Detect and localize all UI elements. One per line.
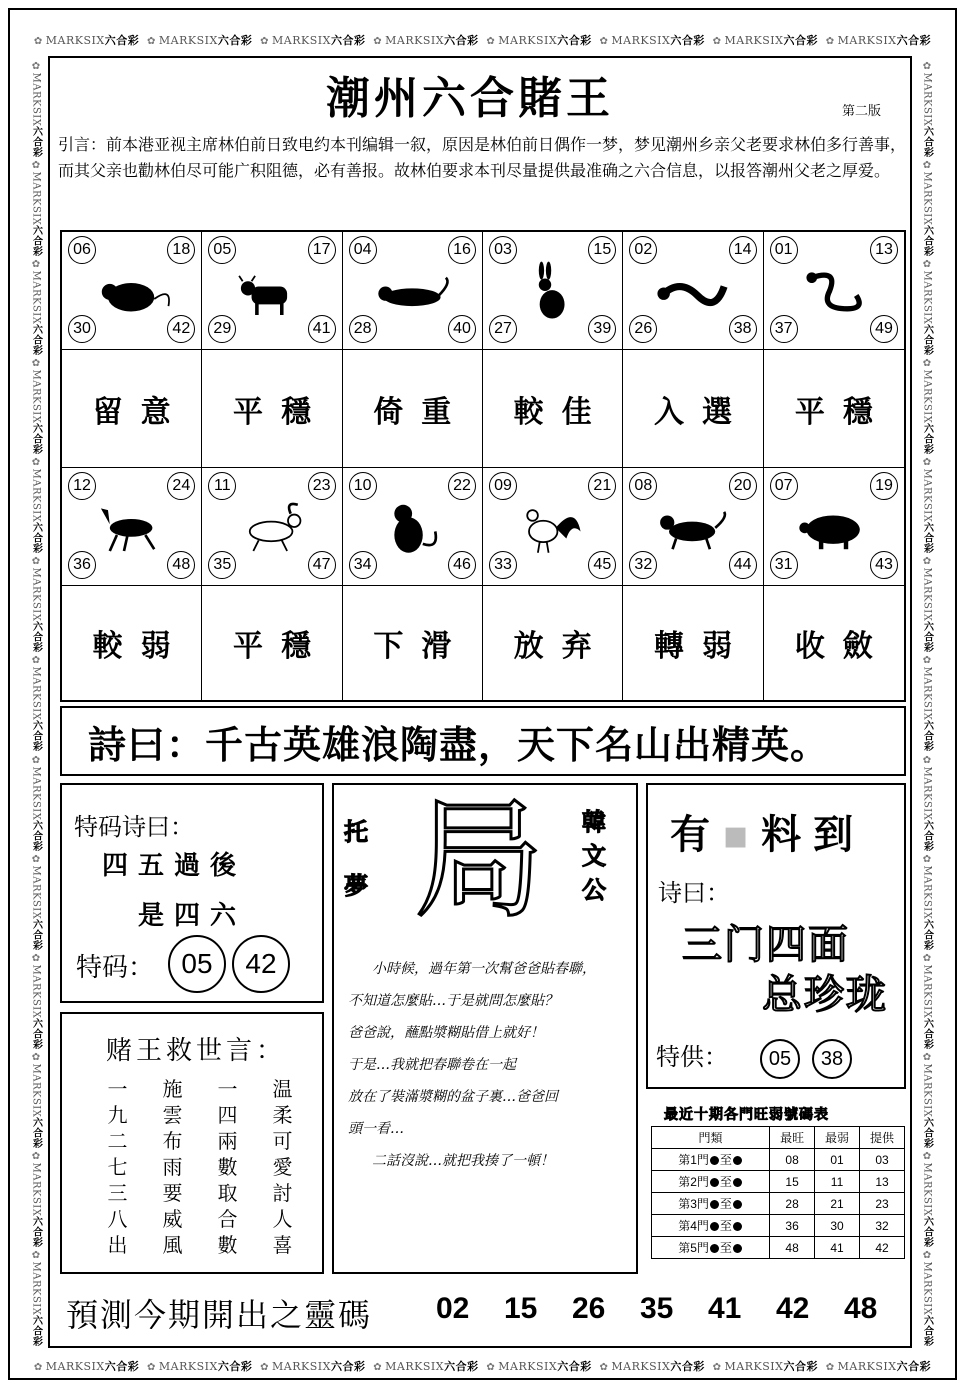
prediction-number: 15 <box>504 1292 538 1325</box>
flower-icon: ✿ <box>30 259 42 271</box>
verse-char: 四 <box>217 1103 238 1127</box>
verse-char: 風 <box>162 1233 183 1257</box>
watermark: ✿MARKSIX六合彩 <box>921 556 933 654</box>
zodiac-number: 41 <box>308 315 336 343</box>
zodiac-number: 11 <box>208 472 236 500</box>
zodiac-number: 38 <box>729 315 757 343</box>
flower-icon: ✿ <box>599 36 609 47</box>
zodiac-number: 44 <box>729 551 757 579</box>
dragon-icon <box>653 256 733 326</box>
flower-icon: ✿ <box>30 1051 42 1064</box>
dog-icon <box>653 492 733 562</box>
watermark: ✿ MARKSIX六合彩 <box>373 1360 479 1373</box>
poem-bar: 詩曰：千古英雄浪陶盡，天下名山出精英。 <box>60 706 906 776</box>
zodiac-number: 29 <box>208 315 236 343</box>
flower-icon: ✿ <box>921 853 933 866</box>
verse-char: 討 <box>272 1181 293 1205</box>
watermark: ✿MARKSIX六合彩 <box>30 1051 42 1149</box>
flower-icon: ✿ <box>921 754 933 767</box>
stats-value: 28 <box>770 1193 815 1215</box>
prediction-number: 42 <box>776 1292 810 1325</box>
ball-icon <box>710 1200 719 1209</box>
verse-char: 温 <box>272 1077 293 1101</box>
tema-line1: 四五過後 <box>102 851 247 881</box>
zodiac-number: 42 <box>167 315 195 343</box>
story-box <box>332 783 638 1274</box>
fortune-cell: 平穩 <box>764 350 904 468</box>
hanwengong-label <box>582 805 606 907</box>
flower-icon: ✿ <box>33 1362 43 1373</box>
zodiac-number: 34 <box>349 551 377 579</box>
prediction-number: 35 <box>640 1292 674 1325</box>
verse-char: 喜 <box>272 1233 293 1257</box>
fortune-cell: 倚重 <box>343 350 483 468</box>
tema-box <box>60 783 324 1003</box>
ball-icon <box>710 1156 719 1165</box>
flower-icon: ✿ <box>30 457 42 469</box>
ball-icon <box>733 1156 742 1165</box>
flower-icon: ✿ <box>486 36 496 47</box>
flower-icon: ✿ <box>921 556 933 568</box>
watermark: ✿MARKSIX六合彩 <box>921 259 933 357</box>
ball-icon <box>733 1200 742 1209</box>
watermark: ✿ MARKSIX六合彩 <box>147 1360 253 1373</box>
phrase-one: 三门四面 <box>682 922 850 968</box>
ball-icon <box>710 1244 719 1253</box>
story-line: 小時候，過年第一次幫爸爸貼春聯， <box>372 961 596 977</box>
zodiac-number: 18 <box>167 236 195 264</box>
watermark: ✿MARKSIX六合彩 <box>30 160 42 258</box>
zodiac-number: 04 <box>349 236 377 264</box>
pig-icon <box>794 492 874 562</box>
zodiac-cell <box>62 468 202 586</box>
table-row <box>652 1149 905 1171</box>
stats-value: 23 <box>860 1193 905 1215</box>
intro-text: 引言：前本港亚视主席林伯前日致电约本刊编辑一叙，原因是林伯前日偶作一梦，梦见潮州乡亲父老要求林伯多行善事，而其父亲也勸林伯尽可能广积阻德，必有善报。故林伯要求本刊尽量提供最准确之六合信息，以报答潮州父老之厚爱。 <box>58 135 907 180</box>
prediction-numbers <box>436 1292 912 1326</box>
flower-icon: ✿ <box>712 36 722 47</box>
tuomeng-char: 夢 <box>344 872 368 900</box>
watermark: ✿MARKSIX六合彩 <box>921 160 933 258</box>
zodiac-number: 26 <box>629 315 657 343</box>
story-line: 不知道怎麼貼…于是就問怎麼貼？ <box>348 993 558 1009</box>
watermark: ✿MARKSIX六合彩 <box>30 61 42 158</box>
tuomeng-label <box>344 805 368 913</box>
watermark: ✿MARKSIX六合彩 <box>921 61 933 158</box>
stats-value: 30 <box>815 1215 860 1237</box>
verse-char: 可 <box>272 1129 293 1153</box>
zodiac-number: 22 <box>448 472 476 500</box>
edition-label: 第二版 <box>842 104 882 119</box>
zodiac-number: 01 <box>770 236 798 264</box>
verse-char: 愛 <box>272 1155 293 1179</box>
verse-char: 施 <box>162 1077 183 1101</box>
verse-char: 九 <box>107 1103 128 1127</box>
stats-header: 最弱 <box>815 1127 860 1149</box>
flower-icon: ✿ <box>30 952 42 965</box>
stats-value: 03 <box>860 1149 905 1171</box>
stats-value: 32 <box>860 1215 905 1237</box>
zodiac-number: 20 <box>729 472 757 500</box>
flower-icon: ✿ <box>30 655 42 667</box>
stats-value: 11 <box>815 1171 860 1193</box>
zodiac-number: 17 <box>308 236 336 264</box>
watermark: ✿ MARKSIX六合彩 <box>712 1360 818 1373</box>
stats-header: 最旺 <box>770 1127 815 1149</box>
watermark: ✿MARKSIX六合彩 <box>30 457 42 555</box>
goat-icon <box>232 492 312 562</box>
tema-line2: 是四六 <box>138 901 247 931</box>
prediction-label: 預測今期開出之靈碼 <box>66 1296 373 1334</box>
flower-icon: ✿ <box>30 1150 42 1163</box>
watermark: ✿MARKSIX六合彩 <box>921 1150 933 1248</box>
zodiac-number: 36 <box>68 551 96 579</box>
zodiac-number: 10 <box>349 472 377 500</box>
prediction-number: 26 <box>572 1292 606 1325</box>
flower-icon: ✿ <box>30 754 42 767</box>
zodiac-number: 12 <box>68 472 96 500</box>
horse-icon <box>92 492 172 562</box>
zodiac-cell <box>343 232 483 350</box>
flower-icon: ✿ <box>260 1362 270 1373</box>
ball-icon <box>733 1244 742 1253</box>
zodiac-number: 33 <box>489 551 517 579</box>
tema-label: 特码诗曰： <box>74 813 194 841</box>
zodiac-number: 28 <box>349 315 377 343</box>
ball-icon <box>733 1222 742 1231</box>
story-line: 放在了裝滿漿糊的盆子裏…爸爸回 <box>348 1089 558 1105</box>
watermark: ✿MARKSIX六合彩 <box>921 1249 933 1347</box>
story-text <box>348 953 633 1177</box>
title-char: 料 <box>761 812 814 858</box>
zodiac-number: 49 <box>870 315 898 343</box>
snake-icon <box>794 256 874 326</box>
zodiac-number: 14 <box>729 236 757 264</box>
tema-number-label: 特码： <box>76 953 155 983</box>
flower-icon: ✿ <box>825 36 835 47</box>
zodiac-number: 19 <box>870 472 898 500</box>
stats-table <box>651 1126 905 1259</box>
flower-icon: ✿ <box>486 1362 496 1373</box>
fortune-cell: 收斂 <box>794 629 891 664</box>
zodiac-number: 23 <box>308 472 336 500</box>
hanwengong-char: 公 <box>582 876 606 904</box>
watermark: ✿ MARKSIX六合彩 <box>260 34 366 47</box>
tegong-number: 38 <box>812 1039 852 1079</box>
stats-value: 01 <box>815 1149 860 1171</box>
gate-cell: 第1門 至 <box>652 1149 770 1171</box>
fortune-cell: 較弱 <box>62 586 202 700</box>
stats-header: 門類 <box>652 1127 770 1149</box>
flower-icon: ✿ <box>825 1362 835 1373</box>
zodiac-number: 37 <box>770 315 798 343</box>
shiyue-label: 诗曰： <box>658 879 730 907</box>
ball-icon <box>733 1178 742 1187</box>
watermark: ✿ MARKSIX六合彩 <box>599 34 705 47</box>
stats-title: 最近十期各門旺弱號碼表 <box>664 1107 829 1123</box>
story-line: 頭一看… <box>348 1121 404 1137</box>
gate-cell: 第5門 至 <box>652 1237 770 1259</box>
tema-number: 05 <box>168 935 226 993</box>
stats-value: 08 <box>770 1149 815 1171</box>
watermark-top <box>30 26 935 54</box>
tema-number: 42 <box>232 935 290 993</box>
flower-icon: ✿ <box>921 952 933 965</box>
zodiac-number: 16 <box>448 236 476 264</box>
zodiac-number: 13 <box>870 236 898 264</box>
stats-value: 21 <box>815 1193 860 1215</box>
zodiac-cell <box>483 468 623 586</box>
fortune-cell: 轉弱 <box>623 586 763 700</box>
stats-value: 41 <box>815 1237 860 1259</box>
gate-cell: 第2門 至 <box>652 1171 770 1193</box>
tegong-number: 05 <box>760 1039 800 1079</box>
watermark: ✿MARKSIX六合彩 <box>30 358 42 456</box>
table-row <box>652 1193 905 1215</box>
watermark: ✿MARKSIX六合彩 <box>921 655 933 753</box>
zodiac-number: 27 <box>489 315 517 343</box>
prediction-number: 48 <box>844 1292 878 1325</box>
fortune-cell: 平穩 <box>202 350 342 468</box>
duwang-verse <box>90 1076 310 1258</box>
verse-char: 數 <box>217 1155 238 1179</box>
rooster-icon <box>513 492 593 562</box>
title-char: 有 <box>670 812 722 858</box>
fortune-cell: 下滑 <box>343 586 483 700</box>
flower-icon: ✿ <box>33 36 43 47</box>
tiger-icon <box>373 256 453 326</box>
stats-value: 15 <box>770 1171 815 1193</box>
flower-icon: ✿ <box>921 259 933 271</box>
fortune-cell: 留意 <box>62 350 202 468</box>
flower-icon: ✿ <box>921 457 933 469</box>
zodiac-number: 32 <box>629 551 657 579</box>
zodiac-number: 08 <box>629 472 657 500</box>
zodiac-number: 46 <box>448 551 476 579</box>
watermark: ✿MARKSIX六合彩 <box>30 952 42 1050</box>
flower-icon: ✿ <box>30 853 42 866</box>
zodiac-number: 30 <box>68 315 96 343</box>
flower-icon: ✿ <box>30 61 42 73</box>
flower-icon: ✿ <box>147 36 156 47</box>
verse-char: 一 <box>217 1077 238 1101</box>
zodiac-number: 40 <box>448 315 476 343</box>
fortune-cell: 平穩 <box>202 586 342 700</box>
verse-char: 威 <box>162 1207 183 1231</box>
watermark: ✿MARKSIX六合彩 <box>921 952 933 1050</box>
zodiac-number: 09 <box>489 472 517 500</box>
watermark: ✿MARKSIX六合彩 <box>921 1051 933 1149</box>
watermark: ✿MARKSIX六合彩 <box>30 1150 42 1248</box>
tegong-label: 特供： <box>656 1043 728 1071</box>
zodiac-number: 47 <box>308 551 336 579</box>
verse-char: 雲 <box>162 1103 183 1127</box>
flower-icon: ✿ <box>921 358 933 370</box>
watermark: ✿MARKSIX六合彩 <box>30 853 42 951</box>
youliaodao-box <box>646 783 906 1089</box>
zodiac-number: 43 <box>870 551 898 579</box>
gate-cell: 第4門 至 <box>652 1215 770 1237</box>
verse-char: 數 <box>217 1233 238 1257</box>
page-title: 潮州六合賭王 <box>326 73 614 124</box>
verse-char: 布 <box>162 1129 183 1153</box>
fortune-cell: 較佳 <box>483 350 623 468</box>
stats-value: 13 <box>860 1171 905 1193</box>
verse-char: 柔 <box>272 1103 293 1127</box>
verse-char: 取 <box>217 1181 238 1205</box>
big-character: 局 <box>414 784 545 936</box>
stats-value: 48 <box>770 1237 815 1259</box>
zodiac-number: 39 <box>588 315 616 343</box>
zodiac-cell <box>202 232 342 350</box>
zodiac-grid <box>60 230 906 702</box>
flower-icon: ✿ <box>260 36 270 47</box>
watermark: ✿ MARKSIX六合彩 <box>825 34 932 47</box>
watermark: ✿MARKSIX六合彩 <box>30 259 42 357</box>
watermark-left <box>24 60 48 1348</box>
verse-char: 七 <box>107 1155 128 1179</box>
phrase-two: 总珍珑 <box>762 972 888 1018</box>
fortune-cell: 放弃 <box>483 586 623 700</box>
watermark: ✿MARKSIX六合彩 <box>921 754 933 852</box>
prediction-number: 41 <box>708 1292 742 1325</box>
flower-icon: ✿ <box>712 1362 722 1373</box>
watermark: ✿ MARKSIX六合彩 <box>712 34 818 47</box>
watermark: ✿ MARKSIX六合彩 <box>825 1360 932 1373</box>
watermark: ✿MARKSIX六合彩 <box>30 556 42 654</box>
verse-char: 合 <box>217 1207 238 1231</box>
title-char: 到 <box>813 812 866 858</box>
story-line: 于是…我就把春聯卷在一起 <box>348 1057 516 1073</box>
watermark: ✿ MARKSIX六合彩 <box>486 1360 592 1373</box>
zodiac-number: 45 <box>588 551 616 579</box>
watermark: ✿MARKSIX六合彩 <box>921 457 933 555</box>
watermark: ✿ MARKSIX六合彩 <box>373 34 479 47</box>
flower-icon: ✿ <box>921 160 933 172</box>
gate-cell: 第3門 至 <box>652 1193 770 1215</box>
zodiac-cell <box>764 468 904 586</box>
zodiac-cell <box>62 232 202 350</box>
duwang-box <box>60 1012 324 1274</box>
zodiac-number: 03 <box>489 236 517 264</box>
flower-icon: ✿ <box>373 36 383 47</box>
zodiac-cell <box>202 468 342 586</box>
zodiac-number: 02 <box>629 236 657 264</box>
stats-header: 提供 <box>860 1127 905 1149</box>
flower-icon: ✿ <box>599 1362 609 1373</box>
youliaodao-title: 有▪料到 <box>670 812 866 858</box>
zodiac-cell <box>483 232 623 350</box>
table-row <box>652 1215 905 1237</box>
zodiac-number: 24 <box>167 472 195 500</box>
flower-icon: ✿ <box>30 556 42 568</box>
watermark: ✿ MARKSIX六合彩 <box>599 1360 705 1373</box>
zodiac-number: 35 <box>208 551 236 579</box>
verse-char: 雨 <box>162 1155 183 1179</box>
verse-char: 出 <box>107 1233 128 1257</box>
flower-icon: ✿ <box>921 1150 933 1163</box>
flower-icon: ✿ <box>30 358 42 370</box>
watermark: ✿ MARKSIX六合彩 <box>33 1360 140 1373</box>
verse-char: 三 <box>107 1181 128 1205</box>
watermark-right <box>915 60 939 1348</box>
flower-icon: ✿ <box>921 1051 933 1064</box>
verse-char: 人 <box>272 1207 293 1231</box>
flower-icon: ✿ <box>373 1362 383 1373</box>
hanwengong-char: 韓 <box>582 808 606 836</box>
watermark: ✿MARKSIX六合彩 <box>921 358 933 456</box>
story-line: 爸爸說，蘸點漿糊貼借上就好！ <box>348 1025 544 1041</box>
zodiac-number: 31 <box>770 551 798 579</box>
table-row <box>652 1171 905 1193</box>
watermark: ✿MARKSIX六合彩 <box>30 1249 42 1347</box>
flower-icon: ✿ <box>147 1362 156 1373</box>
ox-icon <box>232 256 312 326</box>
flower-icon: ✿ <box>30 160 42 172</box>
rabbit-icon <box>513 256 593 326</box>
zodiac-cell <box>343 468 483 586</box>
story-line: 二話沒說…就把我揍了一頓！ <box>372 1153 554 1169</box>
stats-value: 36 <box>770 1215 815 1237</box>
fortune-cell: 入選 <box>623 350 763 468</box>
ball-icon <box>710 1222 719 1231</box>
zodiac-number: 48 <box>167 551 195 579</box>
verse-char: 二 <box>107 1129 128 1153</box>
zodiac-cell <box>623 468 763 586</box>
prediction-number: 02 <box>436 1292 470 1325</box>
zodiac-number: 21 <box>588 472 616 500</box>
verse-char: 兩 <box>217 1129 238 1153</box>
duwang-heading: 赌王救世言： <box>106 1036 287 1066</box>
flower-icon: ✿ <box>921 61 933 73</box>
zodiac-cell <box>623 232 763 350</box>
flower-icon: ✿ <box>921 655 933 667</box>
rat-icon <box>92 256 172 326</box>
stats-value: 42 <box>860 1237 905 1259</box>
watermark: ✿MARKSIX六合彩 <box>30 754 42 852</box>
watermark: ✿ MARKSIX六合彩 <box>486 34 592 47</box>
zodiac-number: 07 <box>770 472 798 500</box>
zodiac-number: 15 <box>588 236 616 264</box>
tuomeng-char: 托 <box>344 818 368 846</box>
ball-icon <box>710 1178 719 1187</box>
watermark: ✿MARKSIX六合彩 <box>921 853 933 951</box>
zodiac-cell <box>764 232 904 350</box>
verse-char: 一 <box>107 1077 128 1101</box>
watermark: ✿MARKSIX六合彩 <box>30 655 42 753</box>
flower-icon: ✿ <box>921 1249 933 1262</box>
watermark: ✿ MARKSIX六合彩 <box>147 34 253 47</box>
watermark: ✿ MARKSIX六合彩 <box>33 34 140 47</box>
verse-char: 要 <box>162 1181 183 1205</box>
flower-icon: ✿ <box>30 1249 42 1262</box>
zodiac-number: 05 <box>208 236 236 264</box>
watermark-bottom <box>30 1352 935 1380</box>
watermark: ✿ MARKSIX六合彩 <box>260 1360 366 1373</box>
table-row <box>652 1237 905 1259</box>
zodiac-number: 06 <box>68 236 96 264</box>
verse-char: 八 <box>107 1207 128 1231</box>
hanwengong-char: 文 <box>582 842 606 870</box>
monkey-icon <box>373 492 453 562</box>
